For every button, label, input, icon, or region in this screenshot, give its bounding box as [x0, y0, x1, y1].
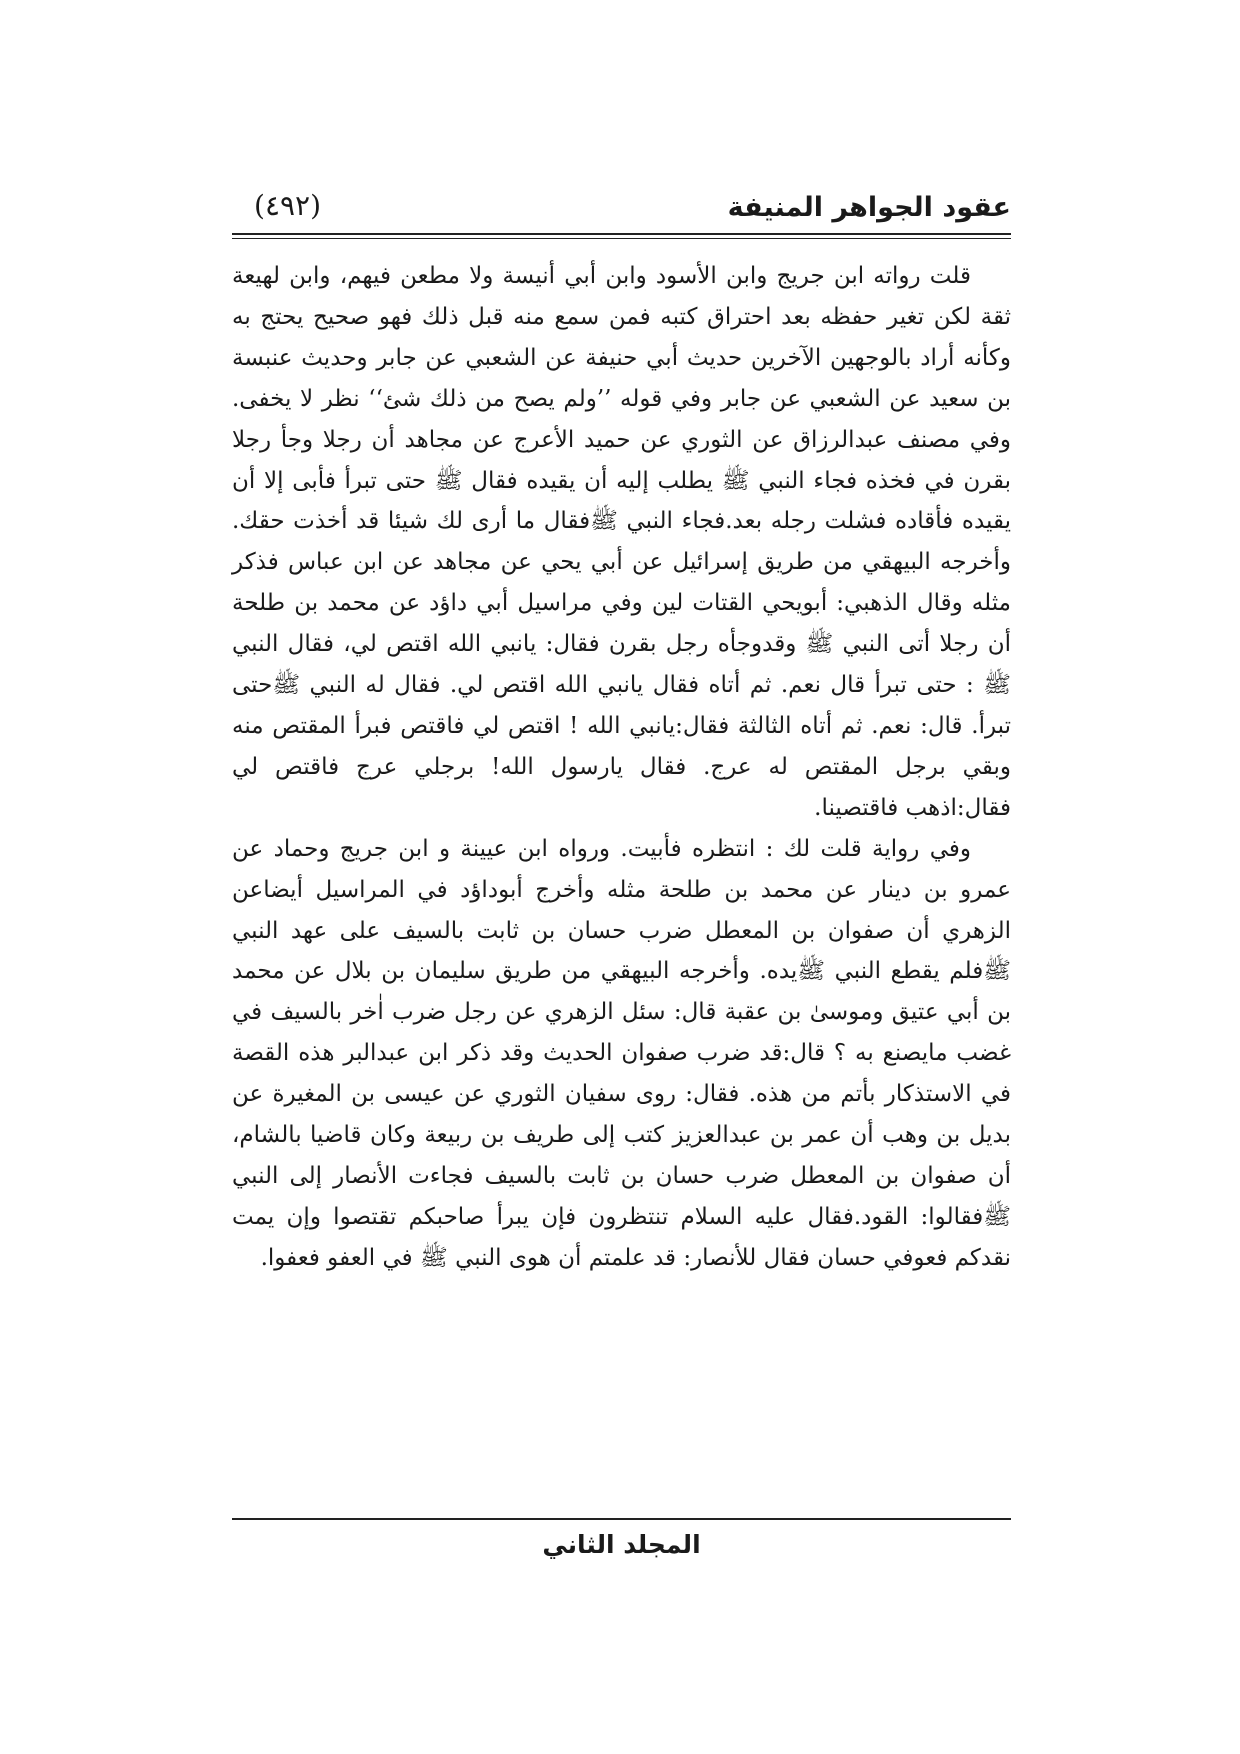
- page-header: [232, 186, 1011, 232]
- book-title: عقود الجواهر المنيفة: [727, 192, 1011, 223]
- header-rule-thin: [232, 238, 1011, 239]
- paragraph-1: قلت رواته ابن جريج وابن الأسود وابن أبي أنيسة ولا مطعن فيهم، وابن لهيعة ثقة لكن تغير حفظه بعد احتراق كتبه فمن سمع منه قبل ذلك فهو صحيح يحتج به وكأنه أراد بالوجهين الآخرين حديث أبي حنيفة عن الشعبي عن جابر وحديث عنبسة بن سعيد عن الشعبي عن جابر وفي قوله ’’ولم يصح من ذلك شئ‘‘ نظر لا يخفى. وفي مصنف عبدالرزاق عن الثوري عن حميد الأعرج عن مجاهد أن رجلا وجأ رجلا بقرن في فخذه فجاء النبي ﷺ يطلب إليه أن يقيده فقال ﷺ حتى تبرأ فأبى إلا أن يقيده فأقاده فشلت رجله بعد.فجاء النبي ﷺفقال ما أرى لك شيئا قد أخذت حقك. وأخرجه البيهقي من طريق إسرائيل عن أبي يحي عن مجاهد عن ابن عباس فذكر مثله وقال الذهبي: أبويحي القتات لين وفي مراسيل أبي داؤد عن محمد بن طلحة أن رجلا أتى النبي ﷺ وقدوجأه رجل بقرن فقال: يانبي الله اقتص لي، فقال النبي ﷺ : حتى تبرأ قال نعم. ثم أتاه فقال يانبي الله اقتص لي. فقال له النبي ﷺحتى تبرأ. قال: نعم. ثم أتاه الثالثة فقال:يانبي الله ! اقتص لي فاقتص فبرأ المقتص منه وبقي برجل المقتص له عرج. فقال يارسول الله! برجلي عرج فاقتص لي فقال:اذهب فاقتصينا.: [232, 263, 1012, 821]
- page-body: [232, 256, 1011, 1279]
- page-number: (٤٩٢): [254, 189, 321, 222]
- volume-footer: المجلد الثاني: [542, 1530, 701, 1559]
- paragraph-2: وفي رواية قلت لك : انتظره فأبيت. ورواه ابن عيينة و ابن جريج وحماد عن عمرو بن دينار عن محمد بن طلحة مثله وأخرج أبوداؤد في المراسيل أيضاعن الزهري أن صفوان بن المعطل ضرب حسان بن ثابت بالسيف على عهد النبي ﷺفلم يقطع النبي ﷺيده. وأخرجه البيهقي من طريق سليمان بن بلال عن محمد بن أبي عتيق وموسىٰ بن عقبة قال: سئل الزهري عن رجل ضرب اٰخر بالسيف في غضب مايصنع به ؟ قال:قد ضرب صفوان الحديث وقد ذكر ابن عبدالبر هذه القصة في الاستذكار بأتم من هذه. فقال: روى سفيان الثوري عن عيسى بن المغيرة عن بديل بن وهب أن عمر بن عبدالعزيز كتب إلى طريف بن ربيعة وكان قاضيا بالشام، أن صفوان بن المعطل ضرب حسان بن ثابت بالسيف فجاءت الأنصار إلى النبي ﷺفقالوا: القود.فقال عليه السلام تنتظرون فإن يبرأ صاحبكم تقتصوا وإن يمت نقدكم فعوفي حسان فقال للأنصار: قد علمتم أن هوى النبي ﷺ في العفو فعفوا.: [232, 835, 1011, 1271]
- header-rule-thick: [232, 233, 1011, 235]
- footer-rule: [232, 1518, 1011, 1520]
